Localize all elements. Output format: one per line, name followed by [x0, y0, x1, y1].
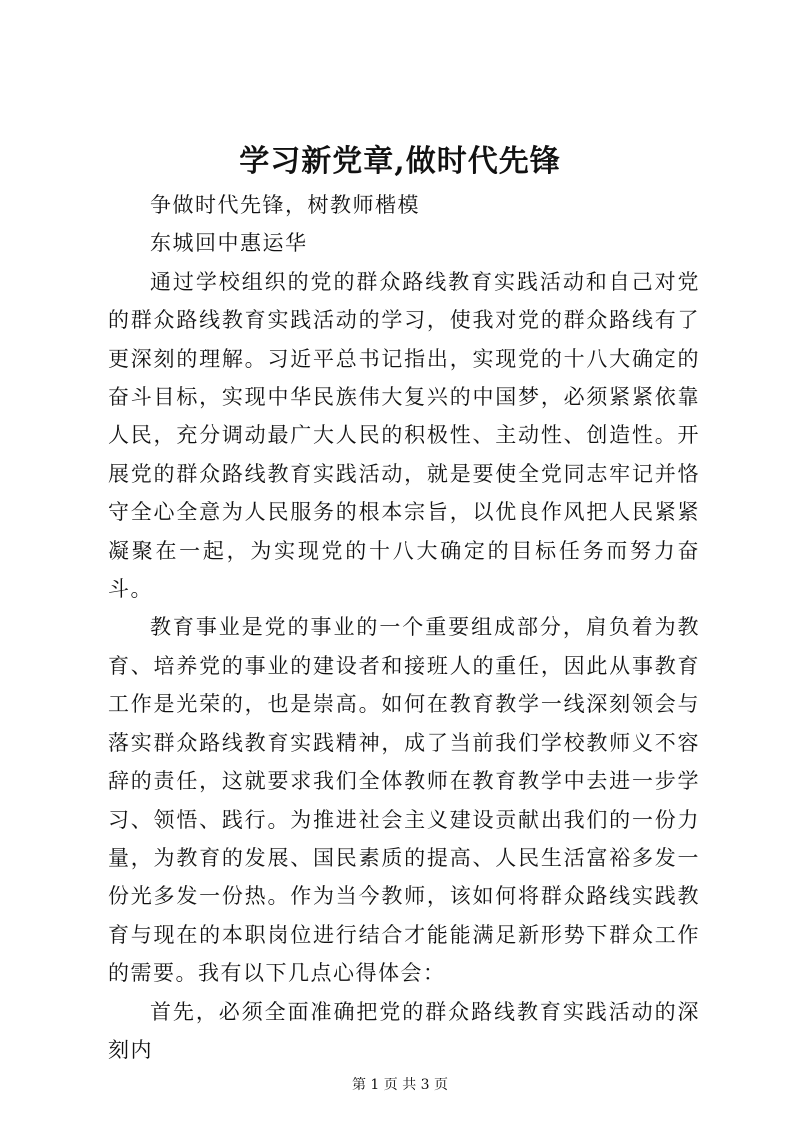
page-footer: 第 1 页 共 3 页 — [351, 1077, 449, 1093]
author-paragraph: 东城回中惠运华 — [150, 231, 308, 256]
body-paragraph: 首先，必须全面准确把党的群众路线教育实践活动的深刻内 — [108, 999, 700, 1062]
document-title: 学习新党章,做时代先锋 — [239, 144, 561, 179]
document-body — [108, 186, 700, 1069]
body-paragraph: 教育事业是党的事业的一个重要组成部分，肩负着为教育、培养党的事业的建设者和接班人的重任，因此从事教育工作是光荣的，也是崇高。如何在教育教学一线深刻领会与落实群众路线教育实践精神，成了当前我们学校教师义不容辞的责任，这就要求我们全体教师在教育教学中去进一步学习、领悟、践行。为推进社会主义建设贡献出我们的一份力量，为教育的发展、国民素质的提高、人民生活富裕多发一份光多发一份热。作为当今教师，该如何将群众路线实践教育与现在的本职岗位进行结合才能能满足新形势下群众工作的需要。我有以下几点心得体会： — [108, 615, 700, 986]
body-paragraph: 通过学校组织的党的群众路线教育实践活动和自己对党的群众路线教育实践活动的学习，使我对党的群众路线有了更深刻的理解。习近平总书记指出，实现党的十八大确定的奋斗目标，实现中华民族伟大复兴的中国梦，必须紧紧依靠人民，充分调动最广大人民的积极性、主动性、创造性。开展党的群众路线教育实践活动，就是要使全党同志牢记并恪守全心全意为人民服务的根本宗旨，以优良作风把人民紧紧凝聚在一起，为实现党的十八大确定的目标任务而努力奋斗。 — [108, 269, 700, 602]
subtitle-paragraph: 争做时代先锋，树教师楷模 — [150, 193, 420, 217]
